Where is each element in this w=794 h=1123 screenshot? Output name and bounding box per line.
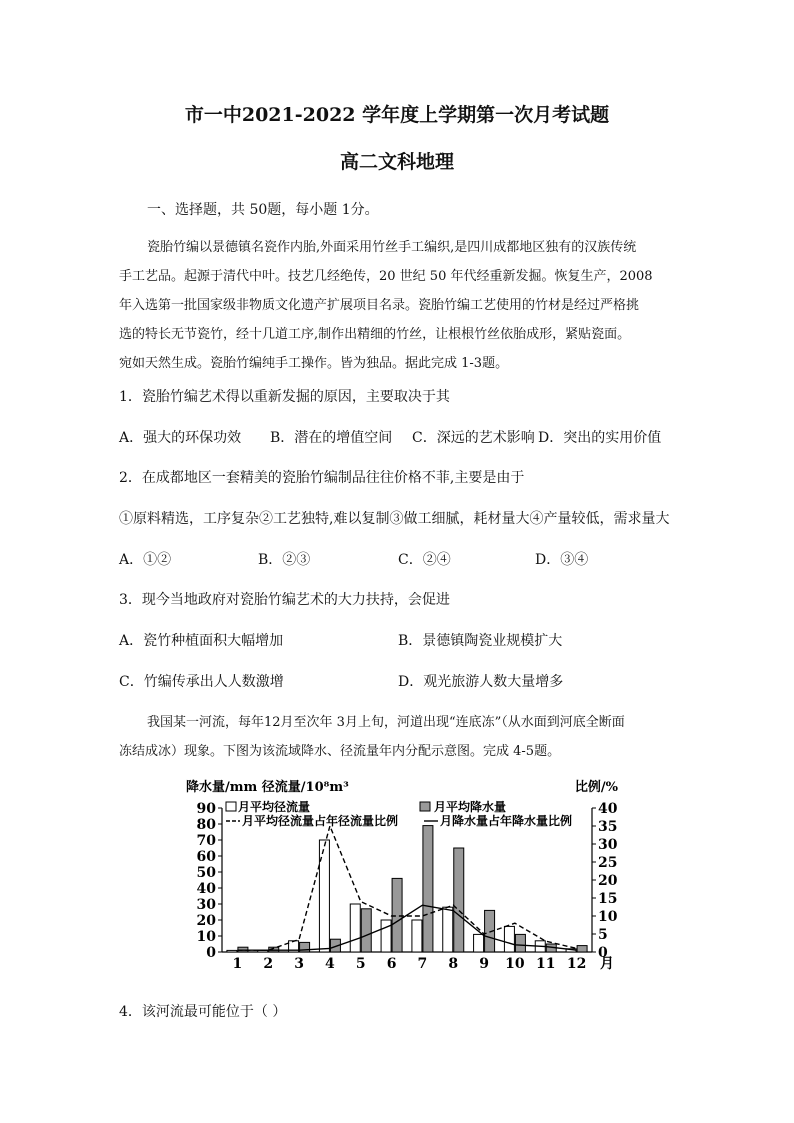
question-3-options (0, 630, 794, 694)
q1-option-a[interactable]: A．强大的环保功效 (119, 430, 242, 446)
x-tick-label: 8 (448, 956, 459, 972)
exam-title: 市一中2021-2022 学年度上学期第一次月考试题 (184, 104, 610, 126)
left-tick-label: 30 (196, 897, 216, 913)
precipitation-bar (361, 909, 371, 952)
legend-precipitation-ratio-label: 月降水量占年降水量比例 (440, 814, 573, 828)
left-tick-label: 40 (196, 881, 216, 897)
precipitation-bar (454, 848, 464, 952)
q3-option-c[interactable]: C．竹编传承出人人数激增 (119, 674, 284, 690)
legend-runoff-swatch (226, 802, 236, 811)
left-tick-label: 0 (206, 945, 216, 961)
right-tick-label: 20 (598, 873, 618, 889)
q1-option-c[interactable]: C．深远的艺术影响 (412, 430, 535, 446)
x-tick-label: 4 (325, 956, 335, 972)
q3-option-b[interactable]: B．景德镇陶瓷业规模扩大 (398, 633, 563, 649)
passage-1-line: 年入选第一批国家级非物质文化遗产扩展项目名录。瓷胎竹编工艺使用的竹材是经过严格挑 (119, 298, 640, 313)
right-tick-label: 25 (598, 855, 618, 871)
runoff-bar (381, 920, 391, 952)
left-tick-label: 80 (196, 817, 216, 833)
x-tick-label: 7 (417, 956, 428, 972)
q2-option-a[interactable]: A．①② (119, 552, 172, 568)
legend-runoff-ratio-label: 月平均径流量占年径流量比例 (242, 814, 399, 828)
right-tick-label: 35 (598, 819, 618, 835)
runoff-bar (474, 934, 484, 952)
legend-runoff-label: 月平均径流量 (238, 800, 311, 814)
section-heading: 一、选择题，共 50题，每小题 1分。 (147, 202, 379, 218)
x-tick-label: 9 (479, 956, 489, 972)
left-tick-label: 60 (196, 849, 216, 865)
passage-2 (119, 708, 679, 766)
x-tick-label: 12 (566, 956, 587, 972)
precipitation-bar (515, 934, 525, 952)
runoff-ratio-line (237, 826, 576, 950)
q2-option-c[interactable]: C．②④ (398, 552, 451, 568)
right-tick-label: 5 (598, 927, 608, 943)
passage-1-line: 选的特长无节瓷竹，经十几道工序,制作出精细的竹丝，让根根竹丝依胎成形，紧贴瓷面。 (119, 327, 631, 342)
question-3-stem: 3．现今当地政府对瓷胎竹编艺术的大力扶持，会促进 (119, 592, 450, 608)
x-tick-label: 11 (536, 956, 556, 972)
left-tick-label: 50 (196, 865, 216, 881)
q2-option-b[interactable]: B．②③ (258, 552, 311, 568)
left-axis-title: 降水量/mm 径流量/10⁸m³ (186, 780, 349, 795)
right-tick-label: 10 (598, 909, 618, 925)
right-axis-title: 比例/% (574, 780, 618, 795)
passage-1-line: 瓷胎竹编以景德镇名瓷作内胎,外面采用竹丝手工编织,是四川成都地区独有的汉族传统 (147, 240, 637, 255)
passage-2-line: 冻结成冰）现象。下图为该流域降水、径流量年内分配示意图。完成 4-5题。 (119, 744, 561, 759)
x-tick-label: 5 (355, 956, 366, 972)
runoff-precipitation-chart (180, 772, 620, 977)
left-tick-label: 20 (196, 913, 216, 929)
q3-option-a[interactable]: A．瓷竹种植面积大幅增加 (119, 633, 284, 649)
right-tick-label: 15 (598, 891, 618, 907)
x-tick-label: 2 (263, 956, 274, 972)
runoff-bar (412, 920, 422, 952)
precipitation-bar (392, 878, 402, 952)
x-tick-label: 3 (294, 956, 304, 972)
legend-precipitation-label: 月平均降水量 (434, 800, 507, 814)
passage-2-line: 我国某一河流，每年12月至次年 3月上旬，河道出现“连底冻”（从水面到河底全断面 (147, 715, 625, 730)
precipitation-bar (423, 826, 433, 952)
runoff-bar (504, 926, 514, 952)
legend-precipitation-swatch (420, 802, 430, 811)
runoff-bar (350, 904, 360, 952)
right-tick-label: 0 (598, 945, 608, 961)
x-axis-label: 月 (600, 956, 614, 972)
x-tick-label: 1 (232, 956, 243, 972)
left-tick-label: 10 (196, 929, 216, 945)
runoff-bar (443, 907, 453, 952)
q1-option-b[interactable]: B．潜在的增值空间 (270, 430, 393, 446)
left-tick-label: 70 (196, 833, 216, 849)
right-tick-label: 40 (598, 801, 618, 817)
q2-option-d[interactable]: D．③④ (535, 552, 589, 568)
runoff-bar (227, 950, 237, 952)
right-tick-label: 30 (598, 837, 618, 853)
q1-option-d[interactable]: D．突出的实用价值 (538, 430, 662, 446)
passage-1-line: 宛如天然生成。瓷胎竹编纯手工操作。皆为独品。据此完成 1-3题。 (119, 356, 509, 371)
precipitation-bar (577, 946, 587, 952)
question-2-statements: ①原料精选，工序复杂②工艺独特,难以复制③做工细腻，耗材量大④产量较低，需求量大 (119, 511, 670, 527)
passage-1 (119, 233, 679, 378)
left-tick-label: 90 (196, 801, 216, 817)
x-tick-label: 6 (386, 956, 397, 972)
question-1-stem: 1．瓷胎竹编艺术得以重新发掘的原因，主要取决于其 (119, 389, 450, 405)
question-2-stem: 2．在成都地区一套精美的瓷胎竹编制品往往价格不菲,主要是由于 (119, 470, 525, 486)
q3-option-d[interactable]: D．观光旅游人数大量增多 (398, 674, 564, 690)
question-2-options (0, 549, 794, 569)
question-4-stem: 4．该河流最可能位于（ ） (119, 1004, 287, 1020)
question-1-options (0, 427, 794, 447)
exam-subtitle: 高二文科地理 (339, 151, 454, 173)
passage-1-line: 手工艺品。起源于清代中叶。技艺几经绝传，20 世纪 50 年代经重新发掘。恢复生产，2008 (119, 269, 653, 284)
x-tick-label: 10 (505, 956, 525, 972)
